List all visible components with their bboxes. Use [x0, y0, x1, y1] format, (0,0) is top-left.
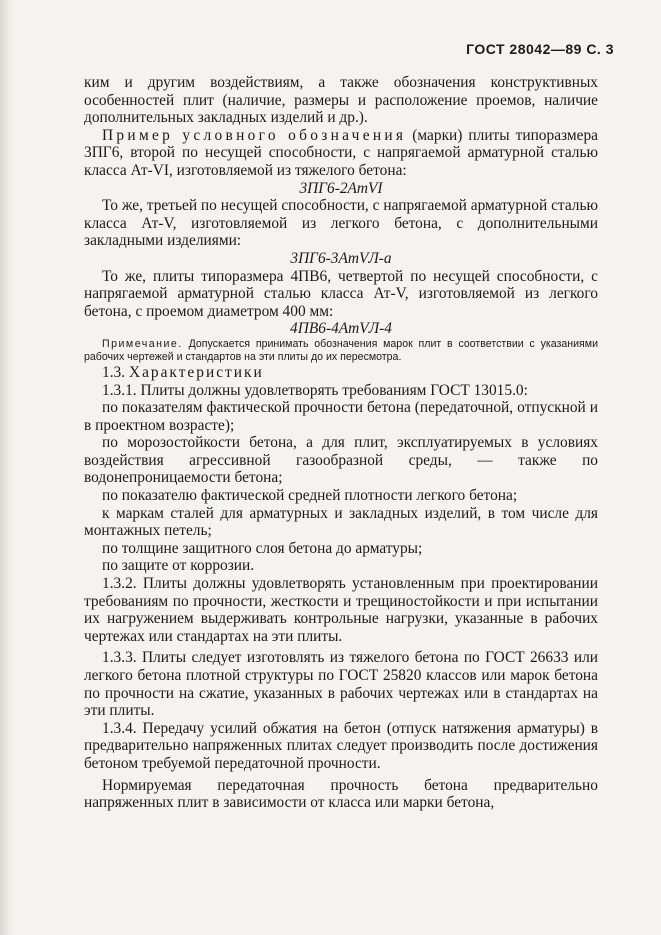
- example-lead: Пример условного обозначения: [102, 126, 407, 144]
- section-title: Характеристики: [128, 363, 264, 381]
- example-text: (марки) плиты типоразмера 3ПГ6, второй по несущей способности, с напрягаемой арматурной сталью класса Ат-VI, изготовляемой из тяжелого бетона:: [84, 126, 598, 179]
- paragraph-1-3-2: 1.3.2. Плиты должны удовлетворять установленным при проектировании требованиям по прочности, жесткости и трещиностойкости и при испытании их нагружением выдерживать контрольные нагрузки, указанные в рабочих чертежах или стандартах на эти плиты.: [84, 575, 598, 645]
- list-item: по показателям фактической прочности бетона (передаточной, отпускной и в проектном возрасте);: [84, 399, 598, 434]
- note-lead: Примечание.: [102, 337, 183, 350]
- paragraph-1-3-4: 1.3.4. Передачу усилий обжатия на бетон (отпуск натяжения арматуры) в предварительно напряженных плитах следует производить после достижения бетоном требуемой передаточной прочности.: [84, 719, 598, 772]
- list-item: по толщине защитного слоя бетона до арматуры;: [102, 539, 423, 557]
- mark-designation-3: 4ПВ6-4АтVЛ-4: [290, 320, 392, 338]
- list-item: по морозостойкости бетона, а для плит, эксплуатируемых в условиях воздействия агрессивной газообразной среды, — также по водонепроницаемости бетона;: [84, 434, 598, 487]
- list-item: по защите от коррозии.: [102, 557, 255, 575]
- paragraph-strength: Нормируемая передаточная прочность бетона предварительно напряженных плит в зависимости от класса или марки бетона,: [84, 776, 598, 812]
- note: [84, 338, 598, 364]
- mark-designation-1: 3ПГ6-2АтVI: [299, 179, 383, 197]
- mark-designation-2: 3ПГ6-3АтVЛ-а: [290, 249, 392, 267]
- section-heading-1-3: [84, 364, 598, 382]
- paragraph-same-third: То же, третьей по несущей способности, с напрягаемой арматурной сталью класса Ат-V, изготовляемой из легкого бетона, с дополнительными закладными изделиями:: [84, 197, 598, 250]
- paragraph-example: [84, 127, 598, 180]
- list-item: по показателю фактической средней плотности легкого бетона;: [102, 487, 518, 505]
- paragraph-same-fourth: То же, плиты типоразмера 4ПВ6, четвертой по несущей способности, с напрягаемой арматурной сталью класса Ат-V, изготовляемой из легкого бетона, с проемом диаметром 400 мм:: [84, 267, 598, 320]
- page-header: ГОСТ 28042—89 С. 3: [466, 41, 614, 57]
- paragraph-intro: ким и другим воздействиям, а также обозначения конструктивных особенностей плит (наличие, размеры и расположение проемов, наличие дополнительных закладных изделий и др.).: [84, 74, 598, 127]
- section-number: 1.3.: [102, 363, 126, 381]
- scan-edge: [0, 0, 16, 935]
- note-text: Допускается принимать обозначения марок плит в соответствии с указаниями рабочих чертежей и стандартов на эти плиты до их пересмотра.: [84, 337, 598, 363]
- paragraph-1-3-1: 1.3.1. Плиты должны удовлетворять требованиям ГОСТ 13015.0:: [102, 381, 528, 399]
- paragraph-1-3-3: 1.3.3. Плиты следует изготовлять из тяжелого бетона по ГОСТ 26633 или легкого бетона плотной структуры по ГОСТ 25820 классов или марок бетона по прочности на сжатие, указанных в рабочих чертежах или в стандартах на эти плиты.: [84, 649, 598, 720]
- document-body: [84, 74, 598, 812]
- list-item: к маркам сталей для арматурных и закладных изделий, в том числе для монтажных петель;: [84, 504, 598, 540]
